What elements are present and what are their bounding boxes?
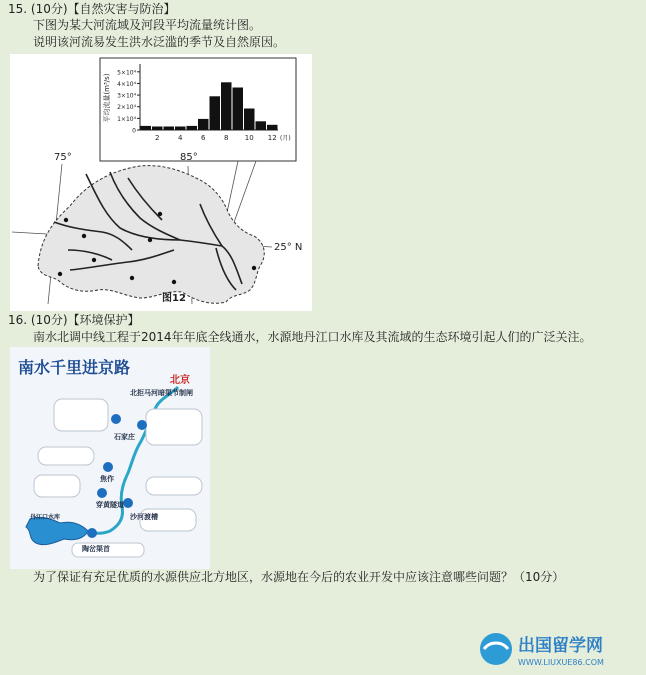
figure-caption: 图12 <box>162 293 186 304</box>
x-tick-label: 8 <box>224 134 229 142</box>
label-beijing: 北京 <box>170 375 190 386</box>
bar-month-5 <box>187 126 198 130</box>
label-shijiazhuang: 石家庄 <box>114 433 135 441</box>
label-beiju: 北拒马河暗渠节制闸 <box>130 389 193 397</box>
x-tick-label: 6 <box>201 134 206 142</box>
lat-label-25n: 25° N <box>274 242 303 253</box>
question-15-line-1: 下图为某大河流域及河段平均流量统计图。 <box>33 18 262 32</box>
label-danjiangkou: 丹江口水库 <box>30 514 61 521</box>
y-tick-label: 2×10⁴ <box>117 104 136 112</box>
figure-12 <box>10 54 312 311</box>
x-tick-label: 12 <box>267 134 277 142</box>
label-chuanhuang: 穿黄隧道 <box>96 501 124 509</box>
y-axis-label: 平均流量(m³/s) <box>103 73 111 123</box>
bar-month-7 <box>210 96 221 130</box>
watermark-text: 出国留学网 <box>518 636 603 656</box>
site-watermark <box>476 623 646 671</box>
bar-month-11 <box>256 121 267 130</box>
x-axis-label: (月) <box>280 135 291 142</box>
lon-label-85: 85° <box>180 152 198 163</box>
x-tick-label: 4 <box>178 134 183 142</box>
lon-label-75: 75° <box>54 152 72 163</box>
question-16-question: 为了保证有充足优质的水源供应北方地区，水源地在今后的农业开发中应该注意哪些问题？（10分） <box>33 570 565 584</box>
bar-month-6 <box>198 119 209 130</box>
question-15-line-2: 说明该河流易发生洪水泛滥的季节及自然原因。 <box>33 35 286 49</box>
label-shahe: 沙河渡槽 <box>130 513 158 521</box>
bar-month-4 <box>175 127 186 131</box>
y-tick-label: 4×10⁴ <box>117 80 136 88</box>
route-map-title: 南水千里进京路 <box>18 358 131 377</box>
x-tick-label: 2 <box>155 134 160 142</box>
y-tick-label: 5×10⁴ <box>117 69 136 77</box>
bar-month-3 <box>164 127 175 131</box>
route-map <box>10 347 210 569</box>
bar-month-12 <box>267 125 278 130</box>
bar-month-1 <box>141 126 152 130</box>
y-tick-label: 0 <box>132 127 136 135</box>
bar-month-8 <box>221 82 232 130</box>
watermark-url: WWW.LIUXUE86.COM <box>518 658 604 667</box>
bar-month-10 <box>244 109 255 131</box>
question-15-heading: 15. (10分)【自然灾害与防治】 <box>8 2 176 16</box>
bar-month-9 <box>233 88 244 131</box>
question-16-line-1: 南水北调中线工程于2014年年底全线通水，水源地丹江口水库及其流域的生态环境引起人们的广泛关注。 <box>33 330 592 344</box>
y-tick-label: 3×10⁴ <box>117 92 136 100</box>
bar-month-2 <box>152 127 163 131</box>
label-jiaozuo: 焦作 <box>100 475 114 483</box>
label-taocha: 陶岔渠首 <box>82 545 110 553</box>
y-tick-label: 1×10⁴ <box>117 115 136 123</box>
x-tick-label: 10 <box>244 134 254 142</box>
question-16-heading: 16. (10分)【环境保护】 <box>8 313 140 327</box>
